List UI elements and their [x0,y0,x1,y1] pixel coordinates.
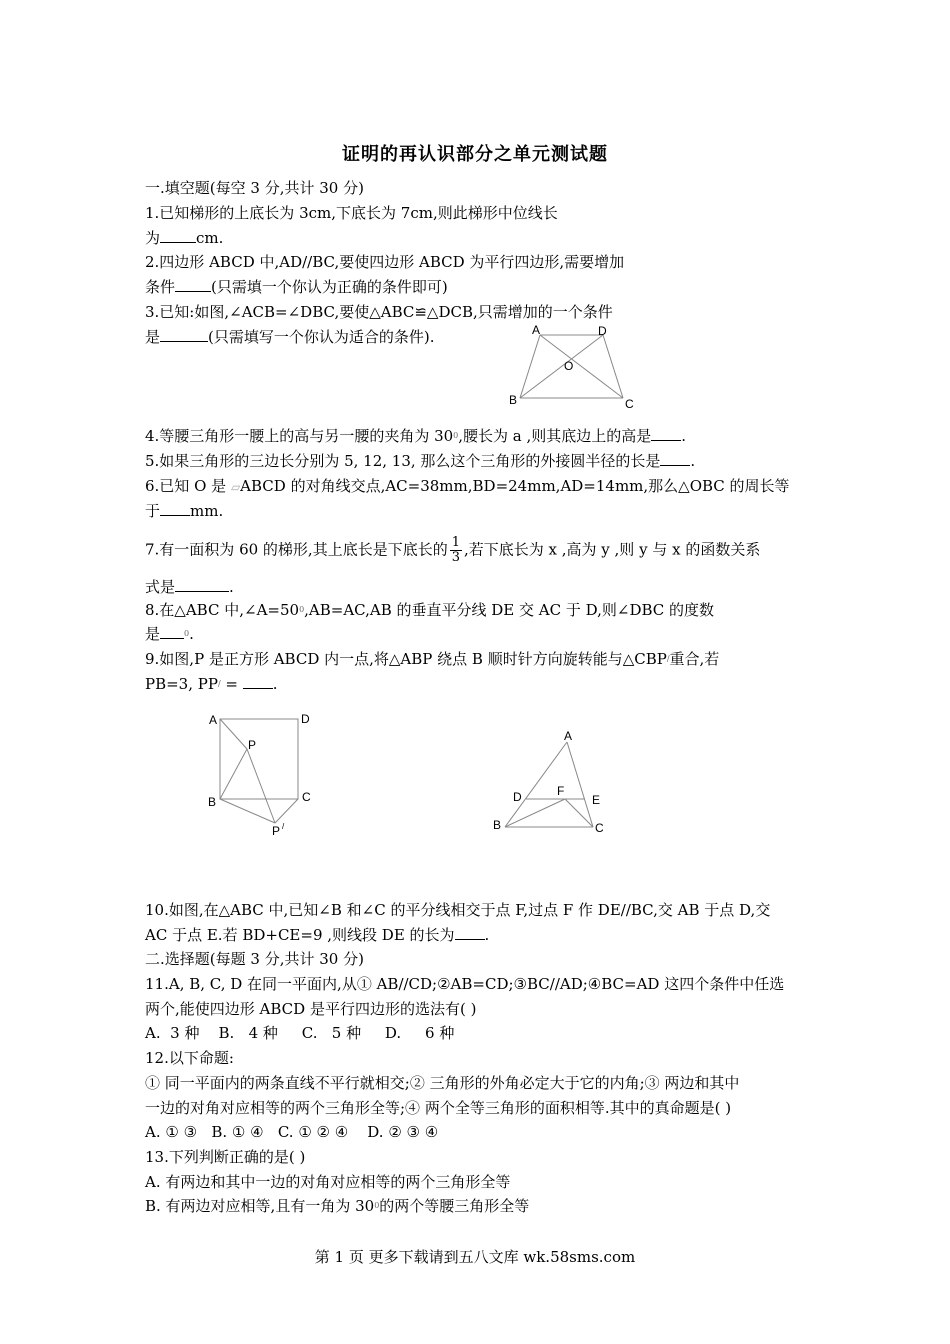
figure-3-triangle [485,725,615,840]
question-11-options: A. 3 种 B. 4 种 C. 5 种 D. 6 种 [145,1024,455,1042]
fraction-one-third: $\frac{1}{3}$ [451,535,460,565]
parallelogram-icon: ▱ [230,480,241,494]
answer-blank[interactable] [651,426,681,441]
answer-blank[interactable] [455,925,485,940]
label-d: D [598,324,607,338]
question-4: 4.等腰三角形一腰上的高与另一腰的夹角为 $30^0$,腰长为 a ,则其底边上的高是 . [145,427,687,445]
question-9-line-1: 9.如图,P 是正方形 ABCD 内一点,将△ABP 绕点 B 顺时针方向旋转能与△CBP/重合,若 [145,650,720,668]
answer-blank[interactable] [660,451,690,466]
label-d: D [301,712,310,726]
answer-blank[interactable] [175,277,211,292]
label-b: B [509,393,518,407]
label-c: C [302,790,311,804]
question-11-line-1: 11.A, B, C, D 在同一平面内,从① AB//CD;②AB=CD;③BC//AD;④BC=AD 这四个条件中任选 [145,975,785,993]
answer-blank[interactable] [160,624,184,639]
answer-blank[interactable] [160,501,190,516]
question-7-line-2: 式是 . [145,578,234,596]
page-title: 证明的再认识部分之单元测试题 [342,144,608,165]
answer-blank[interactable] [160,327,208,342]
question-9-line-2: PB=3, PP/ = . [145,675,278,693]
question-6-line-1: 6.已知 O 是 ▱ABCD 的对角线交点,AC=38mm,BD=24mm,AD=14mm,那么△OBC 的周长等 [145,477,790,495]
question-12-line-1: 12.以下命题: [145,1049,234,1067]
figure-1-quadrilateral [500,320,650,415]
answer-blank[interactable] [160,228,196,243]
question-6-line-2: 于 mm. [145,502,224,520]
label-a: A [209,713,218,727]
question-12-options: A. ① ③ B. ① ④ C. ① ② ④ D. ② ③ ④ [145,1123,439,1141]
section-2-heading: 二.选择题(每题 3 分,共计 30 分) [145,950,364,968]
question-8-line-2: 是 $^0$. [145,625,194,643]
figure-2-square [200,705,330,845]
label-a: A [532,323,541,337]
label-d: D [513,790,522,804]
label-p-prime: P [272,824,281,838]
question-3-line-1: 3.已知:如图,∠ACB=∠DBC,要使△ABC≌△DCB,只需增加的一个条件 [145,303,613,321]
question-5: 5.如果三角形的三边长分别为 5, 12, 13, 那么这个三角形的外接圆半径的长是 . [145,452,696,470]
section-1-heading: 一.填空题(每空 3 分,共计 30 分) [145,179,364,197]
label-p: P [248,738,257,752]
question-2-line-2: 条件 (只需填一个你认为正确的条件即可) [145,278,448,296]
label-a: A [564,729,573,743]
question-1-line-1: 1.已知梯形的上底长为 3cm,下底长为 7cm,则此梯形中位线长 [145,204,558,222]
answer-blank[interactable] [175,577,229,592]
question-7-line-1: 7.有一面积为 60 的梯形,其上底长是下底长的 $\frac{1}{3}$ ,若下底长为 x ,高为 y ,则 y 与 x 的函数关系 [145,535,761,565]
label-f: F [557,784,565,798]
question-13-line-1: 13.下列判断正确的是( ) [145,1148,306,1166]
question-11-line-2: 两个,能使四边形 ABCD 是平行四边形的选法有( ) [145,1000,477,1018]
label-c: C [595,821,604,835]
answer-blank[interactable] [243,674,273,689]
question-10-line-1: 10.如图,在△ABC 中,已知∠B 和∠C 的平分线相交于点 F,过点 F 作 DE//BC,交 AB 于点 D,交 [145,901,771,919]
question-12-line-3: 一边的对角对应相等的两个三角形全等;④ 两个全等三角形的面积相等.其中的真命题是( ) [145,1099,732,1117]
question-10-line-2: AC 于点 E.若 BD+CE=9 ,则线段 DE 的长为 . [145,926,490,944]
question-8-line-1: 8.在△ABC 中$,\angle A=50^0,AB=AC,AB$ 的垂直平分线 DE 交 AC 于 D,则∠DBC 的度数 [145,601,715,619]
label-c: C [625,397,634,411]
label-e: E [592,793,601,807]
question-13-option-b: B. 有两边对应相等,且有一角为 $30^0$的两个等腰三角形全等 [145,1197,530,1215]
svg-text:/: / [282,822,285,831]
question-13-option-a: A. 有两边和其中一边的对角对应相等的两个三角形全等 [145,1173,511,1191]
question-3-line-2: 是 (只需填写一个你认为适合的条件). [145,328,435,346]
label-b: B [208,795,217,809]
question-1-line-2: 为 cm. [145,229,224,247]
label-b: B [493,818,502,832]
label-o: O [564,359,574,373]
question-12-line-2: ① 同一平面内的两条直线不平行就相交;② 三角形的外角必定大于它的内角;③ 两边和其中 [145,1074,740,1092]
question-2-line-1: 2.四边形 ABCD 中,AD//BC,要使四边形 ABCD 为平行四边形,需要增加 [145,253,625,271]
page-footer: 第 1 页 更多下载请到五八文库 wk.58sms.com [314,1248,636,1266]
